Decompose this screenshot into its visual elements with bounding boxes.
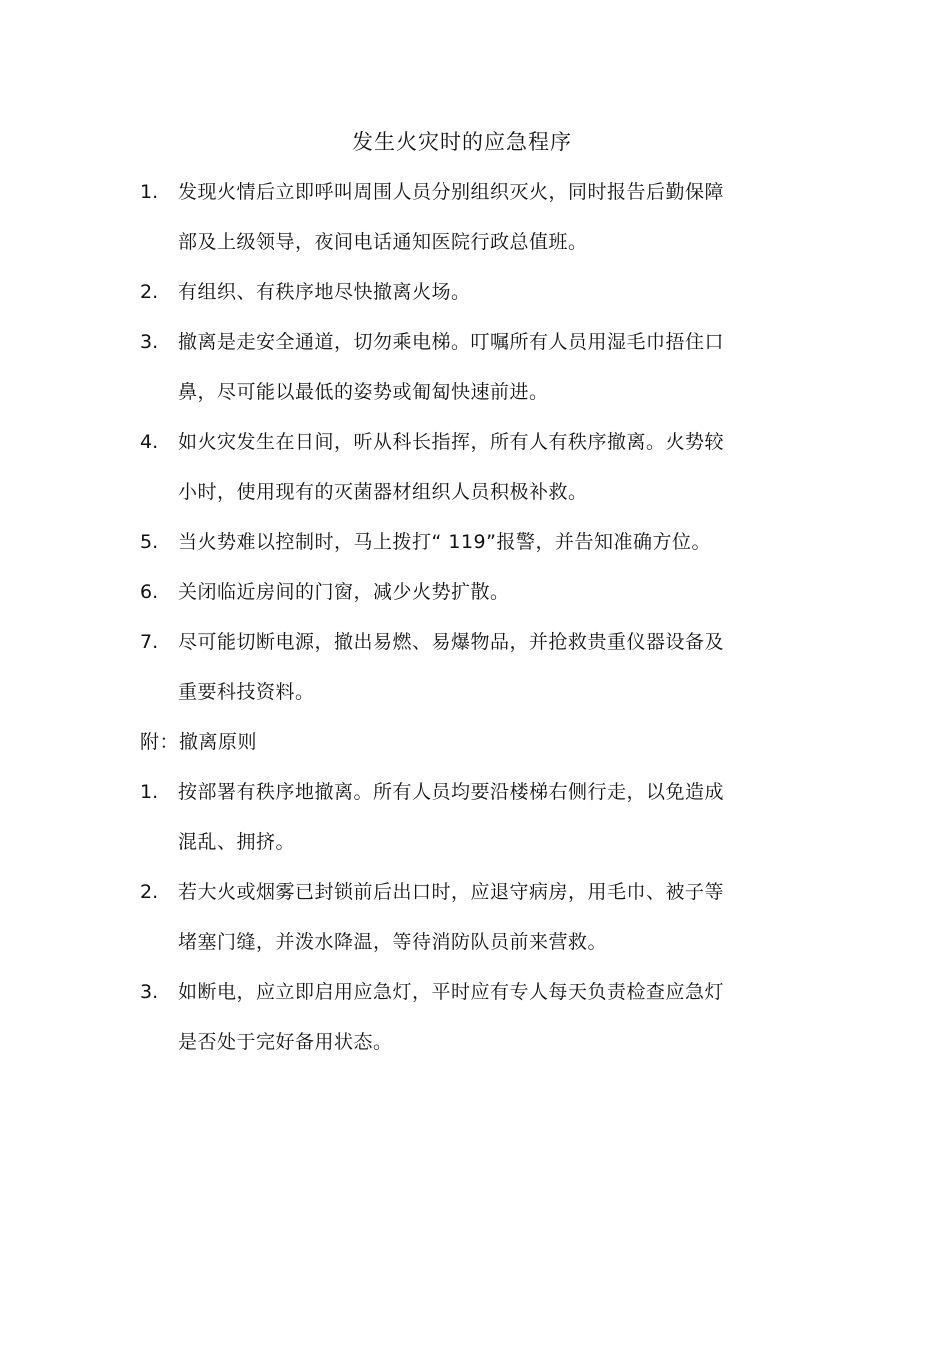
item-text [178,767,778,867]
item-text [178,617,778,717]
text-line: 撤离是走安全通道，切勿乘电梯。叮嘱所有人员用湿毛巾捂住口 [178,331,725,353]
item-text [178,267,778,317]
item-number: 1. [140,181,159,203]
item-number: 2. [140,881,159,903]
text-line: 如断电，应立即启用应急灯，平时应有专人每天负责检查应急灯 [178,981,725,1003]
page-title: 发生火灾时的应急程序 [352,130,572,154]
item-text [178,167,778,267]
item-text [178,317,778,417]
item-number: 1. [140,781,159,803]
item-number: 4. [140,431,159,453]
text-line: 尽可能切断电源，撤出易燃、易爆物品，并抢救贵重仪器设备及 [178,631,725,653]
text-line: 堵塞门缝，并泼水降温，等待消防队员前来营救。 [178,931,608,953]
text-line: 按部署有秩序地撤离。所有人员均要沿楼梯右侧行走，以免造成 [178,781,725,803]
text-line: 是否处于完好备用状态。 [178,1031,393,1053]
item-number: 3. [140,331,159,353]
item-text [178,867,778,967]
item-number: 7. [140,631,159,653]
text-line: 若大火或烟雾已封锁前后出口时，应退守病房，用毛巾、被子等 [178,881,725,903]
text-line: 鼻，尽可能以最低的姿势或匍匐快速前进。 [178,381,549,403]
text-line: 重要科技资料。 [178,681,315,703]
text-line: 当火势难以控制时，马上拨打“ 119”报警，并告知准确方位。 [178,531,711,553]
item-text [178,967,778,1067]
text-line: 有组织、有秩序地尽快撤离火场。 [178,281,471,303]
text-line: 发现火情后立即呼叫周围人员分别组织灭火，同时报告后勤保障 [178,181,725,203]
item-text [178,517,778,567]
text-line: 关闭临近房间的门窗，减少火势扩散。 [178,581,510,603]
item-number: 3. [140,981,159,1003]
item-number: 6. [140,581,159,603]
item-text [178,417,778,517]
text-line: 混乱、拥挤。 [178,831,296,853]
appendix-heading: 附：撤离原则 [140,731,258,753]
item-text [178,567,778,617]
text-line: 如火灾发生在日间，听从科长指挥，所有人有秩序撤离。火势较 [178,431,725,453]
item-number: 2. [140,281,159,303]
text-line: 小时，使用现有的灭菌器材组织人员积极补救。 [178,481,588,503]
text-line: 部及上级领导，夜间电话通知医院行政总值班。 [178,231,588,253]
item-number: 5. [140,531,159,553]
